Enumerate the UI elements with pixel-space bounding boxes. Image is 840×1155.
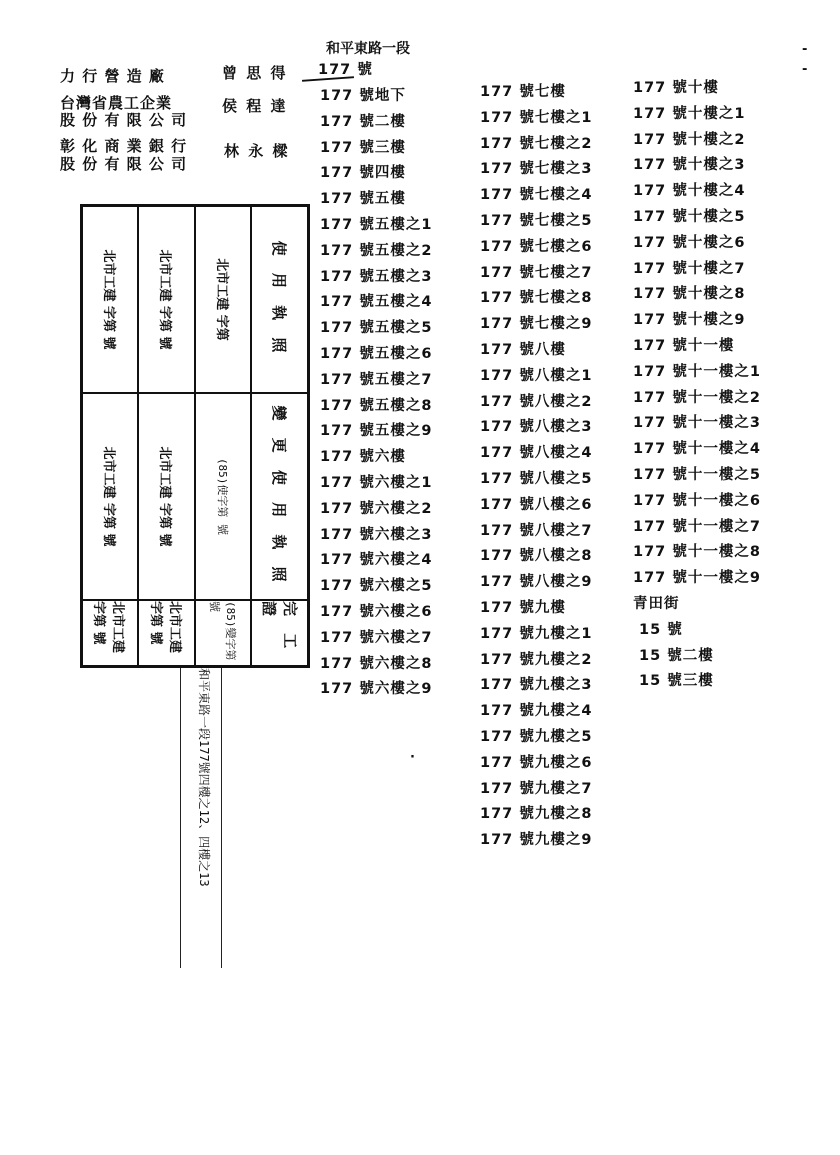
address-entry: 177 號十樓之4	[633, 183, 746, 200]
address-entry: 177 號六樓之7	[320, 629, 433, 646]
address-entry: 177 號十一樓之8	[633, 544, 761, 561]
stamp-header-completion: 完 工 證	[259, 601, 299, 655]
address-entry: 177 號七樓之8	[480, 290, 593, 307]
address-entry: 177 號九樓之8	[480, 806, 593, 823]
address-entry: 177 號九樓之7	[480, 780, 593, 797]
address-entry: 177 號十一樓之7	[633, 518, 761, 535]
owner-company-3-line-2: 股 份 有 限 公 司	[60, 155, 188, 173]
owner-person-2: 侯 程 達	[222, 97, 288, 115]
owner-company-3-line-1: 彰 化 商 業 銀 行	[60, 137, 188, 155]
stamp-tail-handwritten: 和平東路一段177號四樓之12、四樓之13	[197, 668, 211, 887]
address-entry: 177 號十樓之7	[633, 260, 746, 277]
address-entry: 177 號十一樓之6	[633, 492, 761, 509]
address-entry: 177 號地下	[320, 88, 406, 104]
address-entry: 177 號二樓	[320, 113, 406, 130]
address-entry: 15 號三樓	[639, 673, 714, 690]
owner-company-2-line-2: 股 份 有 限 公 司	[60, 111, 188, 129]
permit-stamp	[80, 204, 310, 668]
address-entry: 177 號十一樓之3	[633, 415, 761, 432]
address-entry: 177 號三樓	[320, 139, 406, 156]
address-column-2	[480, 80, 592, 854]
scan-mark: -	[802, 42, 808, 57]
stamp-row	[138, 207, 195, 665]
address-entry: 177 號十樓之2	[633, 131, 746, 148]
address-entry: 177 號七樓之7	[480, 264, 593, 281]
address-entry: 177 號七樓	[480, 84, 566, 100]
address-entry: 177 號九樓之6	[480, 754, 593, 771]
stamp-header-use-permit: 使 用 執 照	[253, 207, 308, 394]
address-entry: 177 號十樓之9	[633, 312, 746, 329]
stamp-row	[194, 207, 251, 665]
stamp-tail-strip	[180, 668, 222, 968]
address-column-3	[633, 76, 761, 695]
address-entry: 177 號九樓之2	[480, 651, 593, 668]
stamp-cell: 北市工建 字第 號	[140, 207, 195, 394]
address-entry: 177 號十一樓之9	[633, 570, 761, 587]
address-entry: 177 號八樓之2	[480, 393, 593, 410]
address-entry-first: 177 號	[318, 62, 373, 78]
address-entry: 177 號八樓之6	[480, 496, 593, 513]
address-entry: 177 號五樓之7	[320, 371, 433, 388]
street-subheader: 青田街	[633, 595, 680, 612]
stamp-header-row	[251, 207, 308, 665]
address-entry: 177 號六樓之5	[320, 578, 433, 595]
street-header: 和平東路一段	[326, 41, 410, 57]
stamp-header-change-permit: 變 更 使 用 執 照	[253, 394, 308, 601]
scan-mark: ·	[410, 750, 415, 765]
stamp-cell: 北市工建 字第 號	[147, 601, 182, 654]
address-entry: 177 號五樓之8	[320, 397, 433, 414]
stamp-row	[83, 207, 138, 665]
address-entry: 177 號八樓之7	[480, 522, 593, 539]
stamp-cell: 北市工建 字第 號	[83, 394, 138, 601]
address-entry: 177 號十樓之1	[633, 105, 746, 122]
address-entry: 177 號九樓	[480, 599, 566, 616]
address-entry: 177 號九樓之5	[480, 728, 593, 745]
owner-person-1: 曾 思 得	[222, 64, 288, 82]
address-entry: 177 號八樓	[480, 341, 566, 358]
address-entry: 177 號六樓之4	[320, 552, 433, 569]
address-entry: 15 號二樓	[639, 647, 714, 664]
scan-mark: -	[802, 62, 808, 77]
stamp-cell: 北市工建 字第 號	[140, 394, 195, 601]
address-entry: 177 號五樓之2	[320, 242, 433, 259]
owner-company-1: 力 行 營 造 廠	[60, 67, 165, 85]
address-entry: 177 號五樓之3	[320, 268, 433, 285]
address-entry: 177 號十樓	[633, 80, 719, 96]
stamp-cell: 北市工建 字第 號	[91, 601, 126, 654]
address-entry: 177 號五樓之1	[320, 216, 433, 233]
address-entry: 177 號四樓	[320, 165, 406, 182]
address-entry: 177 號七樓之5	[480, 212, 593, 229]
address-column-1	[320, 84, 432, 703]
stamp-cell: 北市工建 字第 號	[83, 207, 138, 394]
address-entry: 177 號五樓之4	[320, 294, 433, 311]
address-entry: 177 號五樓	[320, 191, 406, 208]
address-entry: 177 號九樓之1	[480, 625, 593, 642]
address-entry: 177 號五樓之5	[320, 320, 433, 337]
address-entry: 177 號六樓之8	[320, 655, 433, 672]
stamp-cell: 北市工建 字第	[196, 207, 251, 394]
address-entry: 177 號七樓之4	[480, 187, 593, 204]
address-entry: 177 號六樓之1	[320, 474, 433, 491]
address-entry: 177 號六樓之6	[320, 603, 433, 620]
address-entry: 15 號	[639, 621, 683, 638]
address-entry: 177 號八樓之1	[480, 367, 593, 384]
address-entry: 177 號六樓	[320, 449, 406, 466]
address-entry: 177 號十樓之5	[633, 208, 746, 225]
address-entry: 177 號九樓之4	[480, 703, 593, 720]
address-entry: 177 號八樓之5	[480, 470, 593, 487]
address-entry: 177 號七樓之9	[480, 316, 593, 333]
address-entry: 177 號六樓之9	[320, 681, 433, 698]
address-entry: 177 號十一樓之1	[633, 363, 761, 380]
owner-person-3: 林 永 樑	[224, 142, 290, 160]
address-entry: 177 號五樓之9	[320, 423, 433, 440]
address-entry: 177 號六樓之2	[320, 500, 433, 517]
address-entry: 177 號五樓之6	[320, 345, 433, 362]
address-entry: 177 號十一樓	[633, 337, 735, 354]
stamp-cell-handwritten: (85)變字第 號	[208, 601, 238, 661]
address-entry: 177 號十一樓之5	[633, 466, 761, 483]
address-entry: 177 號九樓之9	[480, 832, 593, 849]
address-entry: 177 號七樓之1	[480, 109, 593, 126]
address-entry: 177 號八樓之8	[480, 548, 593, 565]
address-entry: 177 號十一樓之4	[633, 441, 761, 458]
address-entry: 177 號九樓之3	[480, 677, 593, 694]
address-entry: 177 號十樓之8	[633, 286, 746, 303]
owner-company-2-line-1: 台灣省農工企業	[60, 94, 173, 112]
address-entry: 177 號十樓之6	[633, 234, 746, 251]
address-entry: 177 號十一樓之2	[633, 389, 761, 406]
permit-stamp-table	[80, 204, 310, 668]
address-entry: 177 號八樓之3	[480, 419, 593, 436]
address-entry: 177 號七樓之2	[480, 135, 593, 152]
address-entry: 177 號八樓之4	[480, 445, 593, 462]
address-entry: 177 號十樓之3	[633, 157, 746, 174]
address-entry: 177 號八樓之9	[480, 574, 593, 591]
address-entry: 177 號六樓之3	[320, 526, 433, 543]
address-entry: 177 號七樓之3	[480, 161, 593, 178]
stamp-cell-handwritten: (85)使字第 號	[196, 394, 251, 601]
address-entry: 177 號七樓之6	[480, 238, 593, 255]
